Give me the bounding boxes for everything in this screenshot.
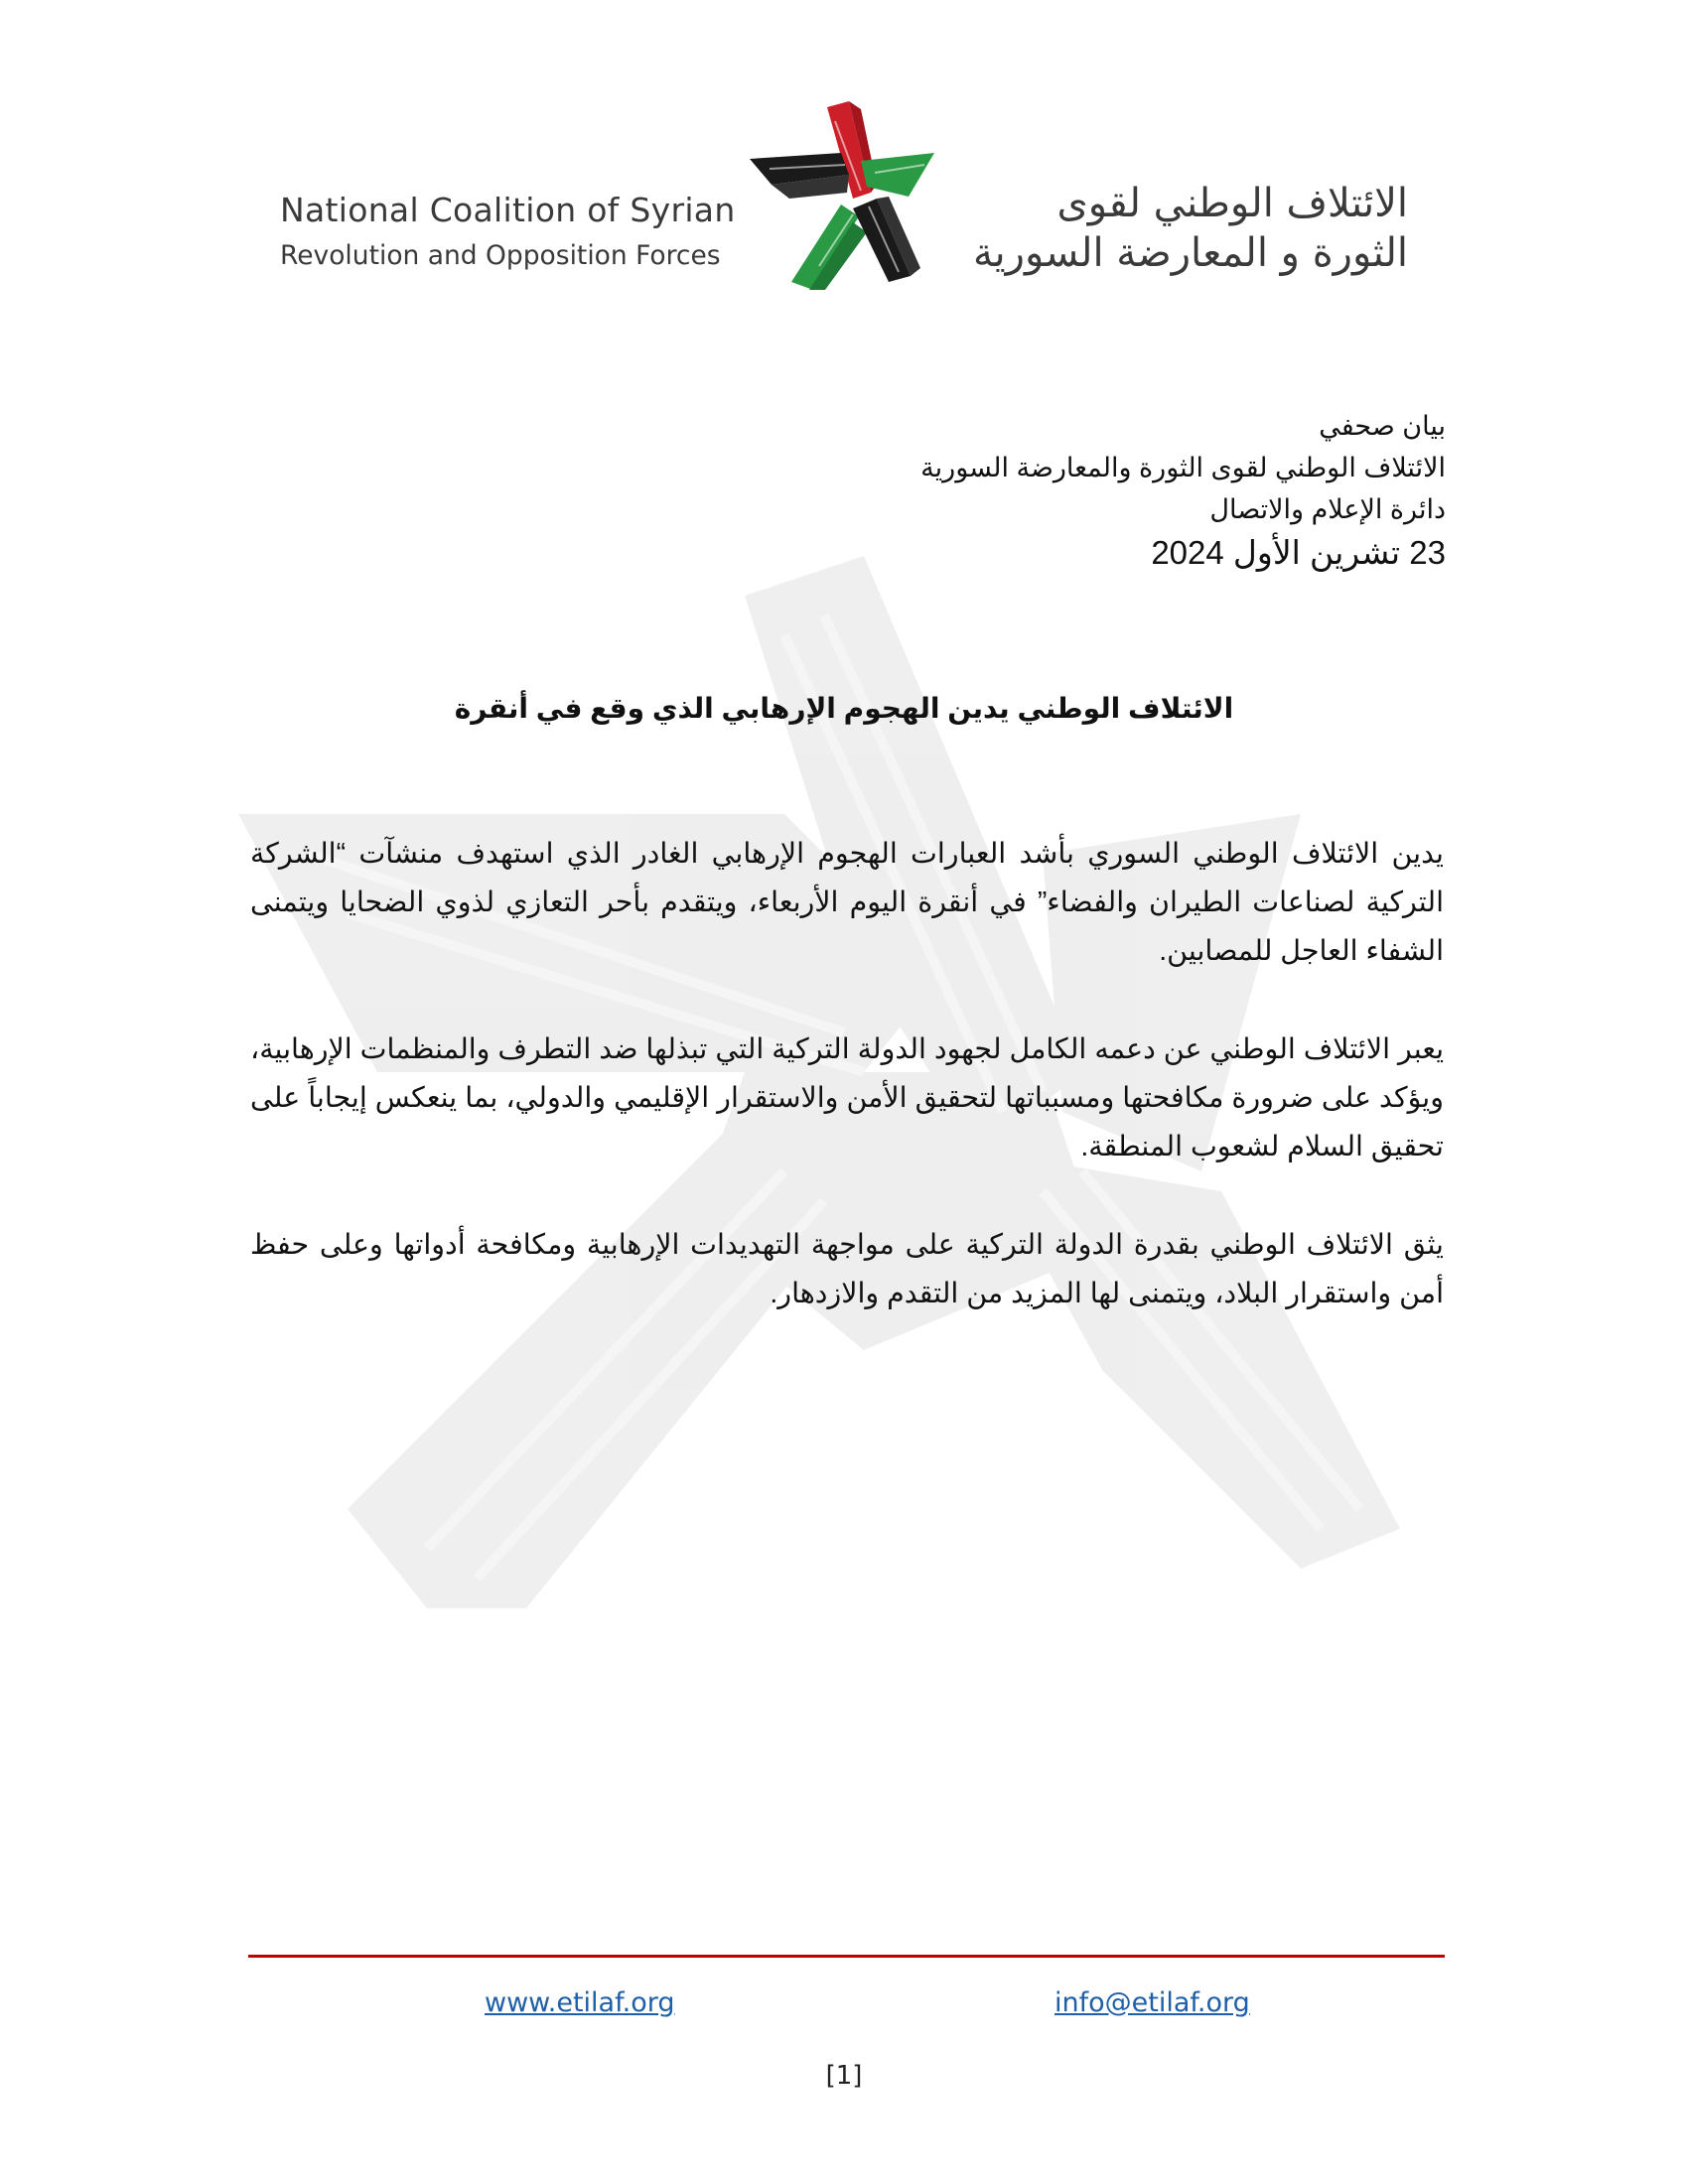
org-name-english-line2: Revolution and Opposition Forces [280, 240, 721, 271]
organization-name: الائتلاف الوطني لقوى الثورة والمعارضة السورية [920, 453, 1446, 482]
org-name-arabic-line2: الثورة و المعارضة السورية [973, 230, 1408, 276]
press-release-body [250, 830, 1444, 1368]
page-number: [1] [825, 2061, 863, 2091]
org-name-english [280, 187, 737, 278]
press-release-title: الائتلاف الوطني يدين الهجوم الإرهابي الذي وقع في أنقرة [454, 693, 1234, 724]
website-link[interactable]: www.etilaf.org [485, 1987, 675, 2018]
release-date: 23 تشرين الأول 2024 [1151, 534, 1446, 571]
body-paragraph: يعبر الائتلاف الوطني عن دعمه الكامل لجهود الدولة التركية التي تبذلها ضد التطرف والمنظمات الإرهابية، ويؤكد على ضرورة مكافحتها ومسبباتها لتحقيق الأمن والاستقرار الإقليمي والدولي، بما ينعكس إيجاباً على تحقيق السلام لشعوب المنطقة. [250, 1033, 1444, 1162]
org-name-english-line1: National Coalition of Syrian [280, 191, 736, 229]
coalition-star-logo-icon [750, 101, 938, 290]
footer-divider [248, 1955, 1445, 1958]
press-release-meta [751, 405, 1446, 576]
department-name: دائرة الإعلام والاتصال [1209, 494, 1446, 524]
body-paragraph: يدين الائتلاف الوطني السوري بأشد العبارات الهجوم الإرهابي الغادر الذي استهدف منشآت “الشركة التركية لصناعات الطيران والفضاء” في أنقرة اليوم الأربعاء، ويتقدم بأحر التعازي لذوي الضحايا ويتمنى الشفاء العاجل للمصابين. [250, 838, 1444, 967]
org-name-arabic-line1: الائتلاف الوطني لقوى [1056, 181, 1408, 226]
body-paragraph: يثق الائتلاف الوطني بقدرة الدولة التركية على مواجهة التهديدات الإرهابية ومكافحة أدواتها وعلى حفظ أمن واستقرار البلاد، ويتمنى لها المزيد من التقدم والازدهار. [250, 1229, 1444, 1309]
document-type: بيان صحفي [1319, 411, 1446, 441]
email-link[interactable]: info@etilaf.org [1055, 1987, 1250, 2018]
org-name-arabic [943, 179, 1408, 278]
